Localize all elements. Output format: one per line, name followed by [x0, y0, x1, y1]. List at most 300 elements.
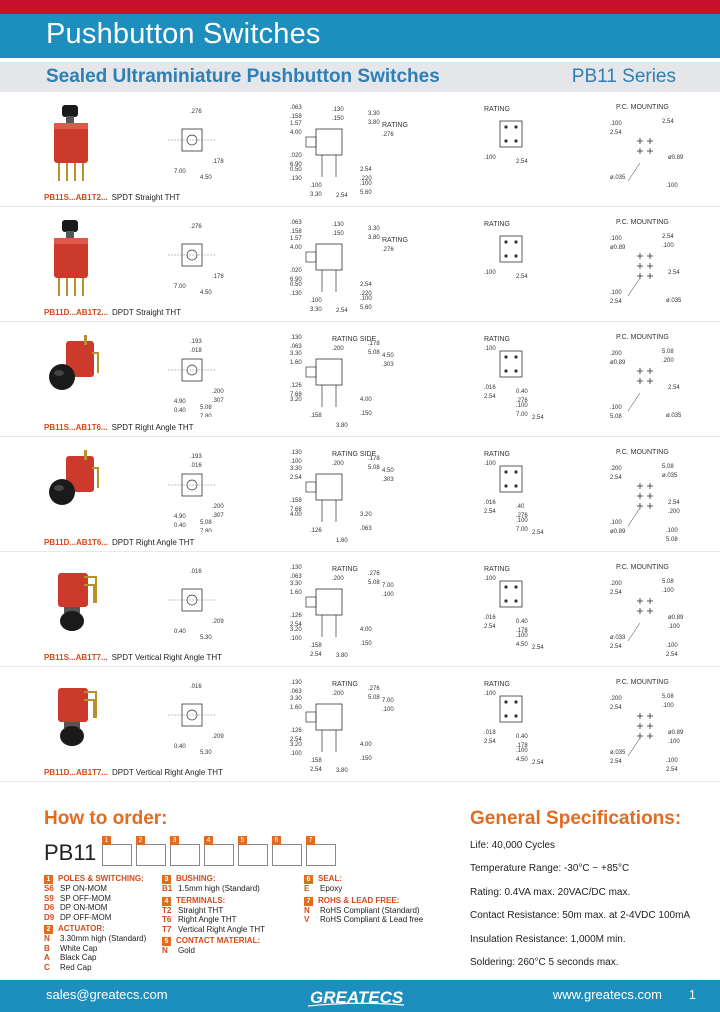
side-view-dimension: .150 — [360, 411, 372, 417]
side-view-dimension: 2.54 — [360, 282, 372, 288]
option-code: V — [304, 915, 310, 924]
side-view-dimension: 2.54 — [290, 475, 302, 481]
option-description: 3.30mm high (Standard) — [60, 934, 147, 943]
pc-mounting-dimension: .100 — [610, 121, 622, 127]
order-option-item — [44, 953, 174, 963]
side-view-dimension: 3.80 — [336, 423, 348, 429]
order-option-item — [304, 884, 454, 894]
side-view-dimension: .158 — [290, 229, 302, 235]
order-code-box[interactable] — [204, 837, 234, 866]
product-description: SPDT Vertical Right Angle THT — [111, 653, 223, 662]
pc-mounting-heading: P.C. MOUNTING — [616, 449, 669, 456]
order-option-item — [44, 903, 174, 913]
subtitle-bar — [0, 62, 720, 92]
option-code: C — [44, 962, 50, 972]
side-view-dimension: 7.68 — [290, 392, 302, 398]
order-option-number: 1 — [44, 875, 53, 884]
front-view-dimension: .276 — [190, 109, 202, 115]
side-view-dimension: .130 — [332, 107, 344, 113]
pc-mounting-dimension: .200 — [668, 509, 680, 515]
order-code-box[interactable] — [306, 837, 336, 866]
side-view-dimension: 2.54 — [310, 652, 322, 658]
side-view-dimension: 3.20 — [290, 742, 302, 748]
side-view-dimension: 2.54 — [336, 193, 348, 199]
side-view-label: RATING — [382, 237, 408, 244]
side-view-dimension: .276 — [382, 247, 394, 253]
bottom-view-dimension: .178 — [516, 628, 528, 634]
bottom-view-dimension: 2.54 — [532, 530, 544, 536]
bottom-view-dimension: 2.54 — [484, 394, 496, 400]
order-box-number: 3 — [170, 836, 179, 845]
side-view-label: RATING — [382, 122, 408, 129]
order-box-number: 6 — [272, 836, 281, 845]
bottom-view-drawing — [476, 99, 556, 195]
side-view-dimension: .063 — [290, 689, 302, 695]
order-option-title: ROHS & LEAD FREE: — [318, 895, 400, 905]
front-view-dimension: 5.08 — [200, 405, 212, 411]
front-view-dimension: .016 — [190, 684, 202, 690]
bottom-view-dimension: .100 — [484, 461, 496, 467]
side-view-dimension: 4.00 — [290, 245, 302, 251]
front-view-dimension: 0.40 — [174, 629, 186, 635]
front-view-drawing — [160, 674, 230, 762]
option-description: SP OFF-MOM — [60, 893, 111, 903]
order-box-number: 2 — [136, 836, 145, 845]
order-option-heading — [304, 896, 454, 906]
side-view-drawing — [276, 329, 436, 429]
bottom-view-dimension: .100 — [484, 155, 496, 161]
bottom-view-dimension: .276 — [516, 398, 528, 404]
side-view-dimension: .100 — [360, 296, 372, 302]
side-view-dimension: 7.00 — [382, 698, 394, 704]
bottom-view-drawing — [476, 444, 556, 540]
front-view-dimension: .193 — [190, 339, 202, 345]
pc-mounting-dimension: 5.08 — [662, 579, 674, 585]
pc-mounting-dimension: .100 — [668, 739, 680, 745]
pc-mounting-dimension: ø.035 — [666, 298, 682, 304]
product-description: SPDT Right Angle THT — [111, 423, 194, 432]
bottom-view-dimension: 2.54 — [484, 509, 496, 515]
front-view-dimension: 0.40 — [174, 408, 186, 414]
pc-mounting-dimension: .200 — [610, 696, 622, 702]
pc-mounting-dimension: 5.08 — [662, 349, 674, 355]
pc-mounting-heading: P.C. MOUNTING — [616, 679, 669, 686]
svg-text:GREATECS: GREATECS — [310, 988, 404, 1007]
order-option-title: SEAL: — [318, 874, 342, 883]
side-view-dimension: 3.80 — [368, 235, 380, 241]
side-view-label: RATING SIDE — [332, 336, 377, 343]
pc-mounting-dimension: ø.035 — [666, 413, 682, 419]
pc-mounting-dimension: 2.54 — [666, 652, 678, 658]
option-description: Red Cap — [60, 962, 92, 972]
option-code: S6 — [44, 884, 54, 893]
side-view-dimension: 7.68 — [290, 507, 302, 513]
pc-mounting-heading: P.C. MOUNTING — [616, 104, 669, 111]
bottom-view-dimension: .100 — [484, 691, 496, 697]
bottom-view-label: RATING — [484, 451, 510, 458]
side-view-drawing — [276, 559, 436, 659]
option-description: Epoxy — [320, 884, 343, 893]
bottom-view-dimension: .178 — [516, 743, 528, 749]
pc-mounting-dimension: 2.54 — [668, 385, 680, 391]
side-view-dimension: 5.60 — [360, 305, 372, 311]
side-view-dimension: 4.50 — [382, 353, 394, 359]
pc-mounting-dimension: 2.54 — [610, 705, 622, 711]
order-option-number: 2 — [44, 925, 53, 934]
bottom-view-dimension: 4.50 — [516, 757, 528, 763]
order-option-item — [162, 946, 302, 956]
pc-mounting-dimension: 2.54 — [666, 767, 678, 773]
product-code: PB11D...AB1T7... — [44, 768, 109, 777]
option-description: Vertical Right Angle THT — [178, 924, 266, 934]
side-view-dimension: 3.80 — [336, 653, 348, 659]
front-view-dimension: 5.30 — [200, 635, 212, 641]
side-view-dimension: 3.30 — [368, 226, 380, 232]
product-row — [0, 325, 720, 437]
bottom-view-label: RATING — [484, 221, 510, 228]
bottom-view-dimension: .016 — [484, 500, 496, 506]
product-row — [0, 440, 720, 552]
specification-item: Temperature Range: -30°C ~ +85°C — [470, 863, 630, 875]
side-view-dimension: 2.54 — [290, 622, 302, 628]
side-view-dimension: 3.30 — [310, 307, 322, 313]
product-label — [44, 308, 181, 317]
pc-mounting-dimension: 2.54 — [610, 644, 622, 650]
option-description: White Cap — [60, 943, 98, 953]
bottom-view-dimension: .100 — [516, 518, 528, 524]
side-view-dimension: 0.50 — [290, 167, 302, 173]
front-view-drawing — [160, 329, 230, 417]
pc-mounting-dimension: .100 — [662, 703, 674, 709]
option-description: 1.5mm high (Standard) — [178, 884, 260, 893]
side-view-dimension: .130 — [290, 680, 302, 686]
order-option-group — [162, 874, 302, 894]
front-view-dimension: .307 — [212, 513, 224, 519]
side-view-dimension: .158 — [290, 114, 302, 120]
order-option-number: 5 — [162, 937, 171, 946]
pc-mounting-dimension: 5.08 — [662, 694, 674, 700]
greatecs-logo — [306, 983, 406, 1009]
order-option-item — [44, 963, 174, 973]
pc-mounting-dimension: ø0.89 — [610, 245, 626, 251]
option-code: D9 — [44, 912, 55, 922]
side-view-dimension: .100 — [290, 636, 302, 642]
pc-mounting-drawing — [606, 214, 706, 314]
bottom-view-dimension: 2.54 — [516, 274, 528, 280]
pc-mounting-dimension: 2.54 — [610, 299, 622, 305]
side-view-dimension: .100 — [360, 181, 372, 187]
pc-mounting-dimension: .100 — [666, 183, 678, 189]
product-row — [0, 555, 720, 667]
product-code: PB11D...AB1T2... — [44, 308, 109, 317]
side-view-dimension: .020 — [290, 153, 302, 159]
front-view-dimension: .209 — [212, 619, 224, 625]
order-box-number: 5 — [238, 836, 247, 845]
side-view-dimension: .200 — [332, 346, 344, 352]
side-view-dimension: 5.08 — [368, 580, 380, 586]
side-view-dimension: 3.30 — [290, 581, 302, 587]
order-code-box[interactable] — [238, 837, 268, 866]
side-view-dimension: 3.30 — [290, 696, 302, 702]
footer-email[interactable]: sales@greatecs.com — [46, 987, 168, 1002]
switch-photo — [44, 218, 100, 298]
side-view-dimension: .200 — [332, 691, 344, 697]
side-view-dimension: .130 — [290, 176, 302, 182]
option-code: N — [162, 946, 168, 955]
side-view-dimension: .130 — [290, 291, 302, 297]
pc-mounting-dimension: .200 — [610, 351, 622, 357]
side-view-drawing — [276, 214, 436, 314]
bottom-view-dimension: 2.54 — [484, 624, 496, 630]
option-code: A — [44, 953, 50, 962]
order-option-heading — [162, 936, 302, 946]
side-view-dimension: .303 — [382, 362, 394, 368]
bottom-view-dimension: 7.00 — [516, 412, 528, 418]
pc-mounting-dimension: 2.54 — [668, 270, 680, 276]
footer-website[interactable]: www.greatecs.com — [552, 987, 662, 1002]
side-view-dimension: 3.20 — [360, 512, 372, 518]
side-view-dimension: .200 — [332, 576, 344, 582]
how-to-order-heading: How to order: — [44, 808, 168, 829]
side-view-dimension: .063 — [290, 105, 302, 111]
specification-item: Life: 40,000 Cycles — [470, 840, 556, 851]
specification-item: Insulation Resistance: 1,000M min. — [470, 933, 626, 945]
order-code-box[interactable] — [102, 837, 132, 866]
bottom-view-dimension: .100 — [516, 633, 528, 639]
bottom-view-dimension: 2.54 — [532, 645, 544, 651]
front-view-dimension: 4.50 — [200, 290, 212, 296]
order-option-heading — [304, 874, 454, 884]
order-option-group — [304, 896, 454, 925]
option-description: Straight THT — [178, 905, 224, 915]
product-code: PB11S...AB1T2... — [44, 193, 108, 202]
product-code: PB11S...AB1T7... — [44, 653, 108, 662]
side-view-dimension: .158 — [310, 413, 322, 419]
order-box-number: 7 — [306, 836, 315, 845]
front-view-drawing — [160, 214, 230, 302]
pc-mounting-dimension: ø0.89 — [610, 360, 626, 366]
pc-mounting-heading: P.C. MOUNTING — [616, 334, 669, 341]
side-view-dimension: .063 — [360, 526, 372, 532]
pc-mounting-dimension: 5.08 — [662, 464, 674, 470]
side-view-dimension: 3.20 — [290, 397, 302, 403]
side-view-dimension: 2.54 — [310, 767, 322, 773]
order-option-heading — [44, 874, 174, 884]
order-prefix: PB11 — [44, 840, 97, 865]
side-view-dimension: 1.60 — [290, 360, 302, 366]
side-view-dimension: 3.30 — [290, 466, 302, 472]
pc-mounting-drawing — [606, 444, 706, 544]
side-view-dimension: 3.30 — [368, 111, 380, 117]
pc-mounting-dimension: ø0.89 — [668, 615, 684, 621]
pc-mounting-dimension: ø0.89 — [668, 155, 684, 161]
option-code: N — [304, 905, 310, 915]
pc-mounting-dimension: .200 — [610, 581, 622, 587]
option-description: SP ON-MOM — [60, 884, 107, 893]
specification-item: Rating: 0.4VA max. 20VAC/DC max. — [470, 886, 631, 898]
specification-item: Soldering: 260°C 5 seconds max. — [470, 956, 619, 968]
order-option-heading — [44, 924, 174, 934]
front-view-dimension: 5.30 — [200, 750, 212, 756]
bottom-view-dimension: 4.50 — [516, 642, 528, 648]
subtitle: Sealed Ultraminiature Pushbutton Switches — [46, 66, 440, 87]
side-view-dimension: .276 — [382, 132, 394, 138]
side-view-dimension: 1.60 — [290, 705, 302, 711]
order-column-1 — [44, 874, 174, 974]
side-view-dimension: .220 — [360, 176, 372, 182]
order-code-boxes — [102, 837, 336, 866]
order-code-box[interactable] — [272, 837, 302, 866]
pc-mounting-dimension: .100 — [610, 405, 622, 411]
side-view-drawing — [276, 674, 436, 774]
side-view-dimension: 1.60 — [336, 538, 348, 544]
front-view-dimension: .307 — [212, 398, 224, 404]
pc-mounting-dimension: .100 — [610, 236, 622, 242]
side-view-dimension: .100 — [382, 707, 394, 713]
product-label — [44, 538, 194, 547]
side-view-dimension: 5.08 — [368, 465, 380, 471]
switch-photo — [44, 563, 100, 643]
front-view-dimension: .193 — [190, 454, 202, 460]
order-option-item — [44, 934, 174, 944]
product-row — [0, 95, 720, 207]
option-code: N — [44, 934, 50, 943]
bottom-view-drawing — [476, 559, 556, 655]
front-view-dimension: .016 — [190, 463, 202, 469]
bottom-view-dimension: .100 — [484, 270, 496, 276]
order-code-box[interactable] — [170, 837, 200, 866]
bottom-view-label: RATING — [484, 336, 510, 343]
order-box-number: 4 — [204, 836, 213, 845]
pc-mounting-drawing — [606, 559, 706, 659]
side-view-dimension: .150 — [332, 231, 344, 237]
bottom-view-dimension: .018 — [484, 730, 496, 736]
side-view-dimension: .063 — [290, 574, 302, 580]
switch-photo — [44, 448, 100, 528]
general-specifications-heading: General Specifications: — [470, 808, 682, 829]
front-view-dimension: 7.00 — [174, 169, 186, 175]
order-option-item — [44, 944, 174, 954]
front-view-dimension: 7.80 — [200, 529, 212, 532]
front-view-dimension: .178 — [212, 274, 224, 280]
side-view-label: RATING — [332, 681, 358, 688]
side-view-dimension: .100 — [290, 751, 302, 757]
side-view-drawing — [276, 444, 436, 544]
order-option-item — [44, 913, 174, 923]
page-title: Pushbutton Switches — [46, 18, 321, 50]
option-code: E — [304, 884, 310, 893]
side-view-dimension: .276 — [368, 571, 380, 577]
side-view-dimension: .063 — [290, 344, 302, 350]
product-label — [44, 193, 180, 202]
pc-mounting-dimension: ø0.89 — [668, 730, 684, 736]
product-code: PB11S...AB1T6... — [44, 423, 108, 432]
front-view-dimension: 0.40 — [174, 523, 186, 529]
front-view-dimension: 7.80 — [200, 414, 212, 417]
title-bar — [0, 14, 720, 58]
pc-mounting-dimension: 2.54 — [610, 759, 622, 765]
side-view-dimension: 2.54 — [290, 737, 302, 743]
option-code: S9 — [44, 893, 54, 903]
bottom-view-drawing — [476, 329, 556, 425]
pc-mounting-dimension: .100 — [666, 643, 678, 649]
side-view-dimension: 6.90 — [290, 162, 302, 168]
product-label — [44, 768, 223, 777]
side-view-dimension: .130 — [290, 335, 302, 341]
order-option-title: ACTUATOR: — [58, 924, 105, 933]
side-view-dimension: .200 — [332, 461, 344, 467]
bottom-view-dimension: 2.54 — [532, 415, 544, 421]
bottom-view-label: RATING — [484, 106, 510, 113]
pc-mounting-dimension: .200 — [610, 466, 622, 472]
order-option-number: 3 — [162, 875, 171, 884]
front-view-dimension: .016 — [190, 569, 202, 575]
order-option-group — [304, 874, 454, 894]
option-description: Black Cap — [60, 953, 97, 962]
front-view-dimension: 4.90 — [174, 399, 186, 405]
order-option-group — [162, 896, 302, 935]
product-description: DPDT Straight THT — [112, 308, 182, 317]
option-description: DP OFF-MOM — [60, 912, 112, 922]
top-strip — [0, 0, 720, 14]
option-code: D6 — [44, 903, 55, 912]
bottom-view-dimension: 2.54 — [532, 760, 544, 766]
bottom-view-dimension: .016 — [484, 385, 496, 391]
side-view-label: RATING — [332, 566, 358, 573]
product-code: PB11D...AB1T6... — [44, 538, 109, 547]
side-view-dimension: 5.60 — [360, 190, 372, 196]
bottom-view-dimension: 2.54 — [516, 159, 528, 165]
bottom-view-dimension: .100 — [516, 403, 528, 409]
order-option-item — [44, 884, 174, 894]
option-description: Right Angle THT — [178, 915, 237, 924]
front-view-dimension: 0.40 — [174, 744, 186, 750]
series-label: PB11 Series — [571, 66, 676, 87]
side-view-dimension: .130 — [332, 222, 344, 228]
switch-photo — [44, 678, 100, 758]
order-option-item — [162, 906, 302, 916]
order-option-title: BUSHING: — [176, 874, 216, 883]
order-code-box[interactable] — [136, 837, 166, 866]
order-option-group — [162, 936, 302, 956]
side-view-dimension: 1.57 — [290, 121, 302, 127]
side-view-dimension: 5.08 — [368, 695, 380, 701]
side-view-dimension: 4.00 — [360, 742, 372, 748]
front-view-dimension: .178 — [212, 159, 224, 165]
pc-mounting-dimension: .100 — [666, 528, 678, 534]
pc-mounting-dimension: .100 — [610, 290, 622, 296]
side-view-dimension: 4.00 — [360, 397, 372, 403]
order-option-item — [162, 884, 302, 894]
pc-mounting-dimension: ø.035 — [662, 473, 678, 479]
side-view-dimension: 2.54 — [336, 308, 348, 314]
side-view-dimension: 4.00 — [290, 130, 302, 136]
bottom-view-dimension: .100 — [484, 346, 496, 352]
side-view-dimension: 1.57 — [290, 236, 302, 242]
order-option-item — [304, 915, 454, 925]
side-view-dimension: 3.30 — [290, 351, 302, 357]
pc-mounting-dimension: 2.54 — [610, 130, 622, 136]
order-option-item — [304, 906, 454, 916]
side-view-dimension: .020 — [290, 268, 302, 274]
order-column-2 — [162, 874, 302, 958]
order-option-item — [44, 894, 174, 904]
order-option-item — [162, 915, 302, 925]
side-view-dimension: .303 — [382, 477, 394, 483]
side-view-dimension: 4.00 — [290, 512, 302, 518]
side-view-dimension: .126 — [310, 528, 322, 534]
pc-mounting-drawing — [606, 329, 706, 429]
